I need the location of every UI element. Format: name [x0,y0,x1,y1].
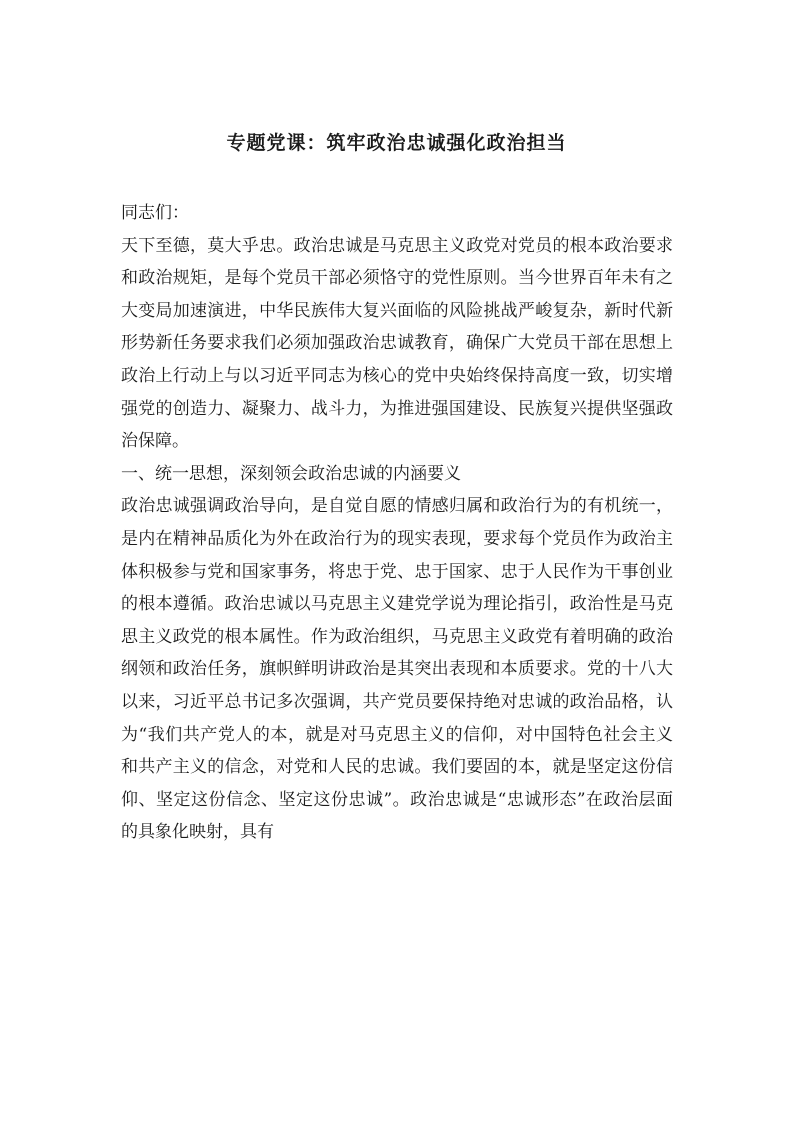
document-body [121,197,673,849]
paragraph-intro: 天下至德，莫大乎忠。政治忠诚是马克思主义政党对党员的根本政治要求和政治规矩，是每个党员干部必须恪守的党性原则。当今世界百年未有之大变局加速演进，中华民族伟大复兴面临的风险挑战严峻复杂，新时代新形势新任务要求我们必须加强政治忠诚教育，确保广大党员干部在思想上政治上行动上与以习近平同志为核心的党中央始终保持高度一致，切实增强党的创造力、凝聚力、战斗力，为推进强国建设、民族复兴提供坚强政治保障。 [121,235,673,452]
document-title: 专题党课：筑牢政治忠诚强化政治担当 [226,132,567,154]
section-heading-1: 一、统一思想，深刻领会政治忠诚的内涵要义 [121,463,461,484]
salutation: 同志们： [121,203,189,223]
paragraph-section-1: 政治忠诚强调政治导向，是自觉自愿的情感归属和政治行为的有机统一，是内在精神品质化为外在政治行为的现实表现，要求每个党员作为政治主体积极参与党和国家事务，将忠于党、忠于国家、忠于人民作为干事创业的根本遵循。政治忠诚以马克思主义建党学说为理论指引，政治性是马克思主义政党的根本属性。作为政治组织，马克思主义政党有着明确的政治纲领和政治任务，旗帜鲜明讲政治是其突出表现和本质要求。党的十八大以来，习近平总书记多次强调，共产党员要保持绝对忠诚的政治品格，认为“我们共产党人的本，就是对马克思主义的信仰，对中国特色社会主义和共产主义的信念，对党和人民的忠诚。我们要固的本，就是坚定这份信仰、坚定这份信念、坚定这份忠诚”。政治忠诚是“忠诚形态”在政治层面的具象化映射，具有 [121,496,673,843]
